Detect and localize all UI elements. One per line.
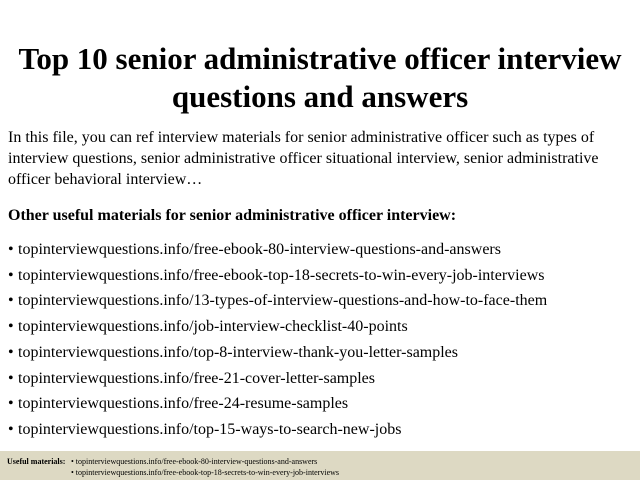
list-item[interactable] — [8, 391, 633, 417]
bullet-icon: • — [8, 266, 14, 284]
link-text[interactable]: topinterviewquestions.info/top-15-ways-to-search-new-jobs — [18, 420, 402, 438]
bullet-icon: • — [8, 420, 14, 438]
list-item[interactable] — [8, 263, 633, 289]
footer-label: Useful materials: — [7, 457, 66, 466]
footer-bar — [0, 451, 640, 480]
link-text[interactable]: topinterviewquestions.info/free-ebook-80-interview-questions-and-answers — [18, 241, 501, 258]
intro-paragraph: In this file, you can ref interview materials for senior administrative officer such as types of interview questions, senior administrative officer situational interview, senior administrative officer behavioral interview… — [8, 129, 599, 188]
link-text[interactable]: topinterviewquestions.info/top-8-interview-thank-you-letter-samples — [18, 343, 459, 361]
bullet-icon: • — [8, 395, 14, 413]
link-text[interactable]: topinterviewquestions.info/13-types-of-interview-questions-and-how-to-face-them — [18, 292, 548, 310]
link-text[interactable]: topinterviewquestions.info/job-interview-checklist-40-points — [18, 318, 408, 336]
link-text[interactable]: topinterviewquestions.info/free-24-resume-samples — [18, 395, 349, 413]
list-item[interactable] — [8, 366, 633, 392]
list-item[interactable] — [8, 288, 633, 314]
bullet-icon: • — [8, 318, 14, 336]
materials-link-list — [8, 237, 633, 443]
list-item[interactable] — [8, 237, 633, 263]
materials-heading: Other useful materials for senior administrative officer interview: — [8, 207, 457, 224]
list-item[interactable] — [8, 417, 633, 443]
bullet-icon: • — [8, 292, 14, 310]
list-item[interactable] — [8, 314, 633, 340]
page-title: Top 10 senior administrative officer interview questions and answers — [18, 41, 622, 114]
footer-link[interactable]: • topinterviewquestions.info/free-ebook-top-18-secrets-to-win-every-job-interviews — [71, 468, 340, 477]
list-item[interactable] — [8, 340, 633, 366]
bullet-icon: • — [8, 241, 14, 258]
bullet-icon: • — [8, 369, 14, 387]
footer-link-list — [71, 456, 339, 478]
link-text[interactable]: topinterviewquestions.info/free-21-cover-letter-samples — [18, 369, 376, 387]
footer-link[interactable]: • topinterviewquestions.info/free-ebook-80-interview-questions-and-answers — [71, 457, 318, 466]
link-text[interactable]: topinterviewquestions.info/free-ebook-top-18-secrets-to-win-every-job-interviews — [18, 266, 545, 284]
bullet-icon: • — [8, 343, 14, 361]
